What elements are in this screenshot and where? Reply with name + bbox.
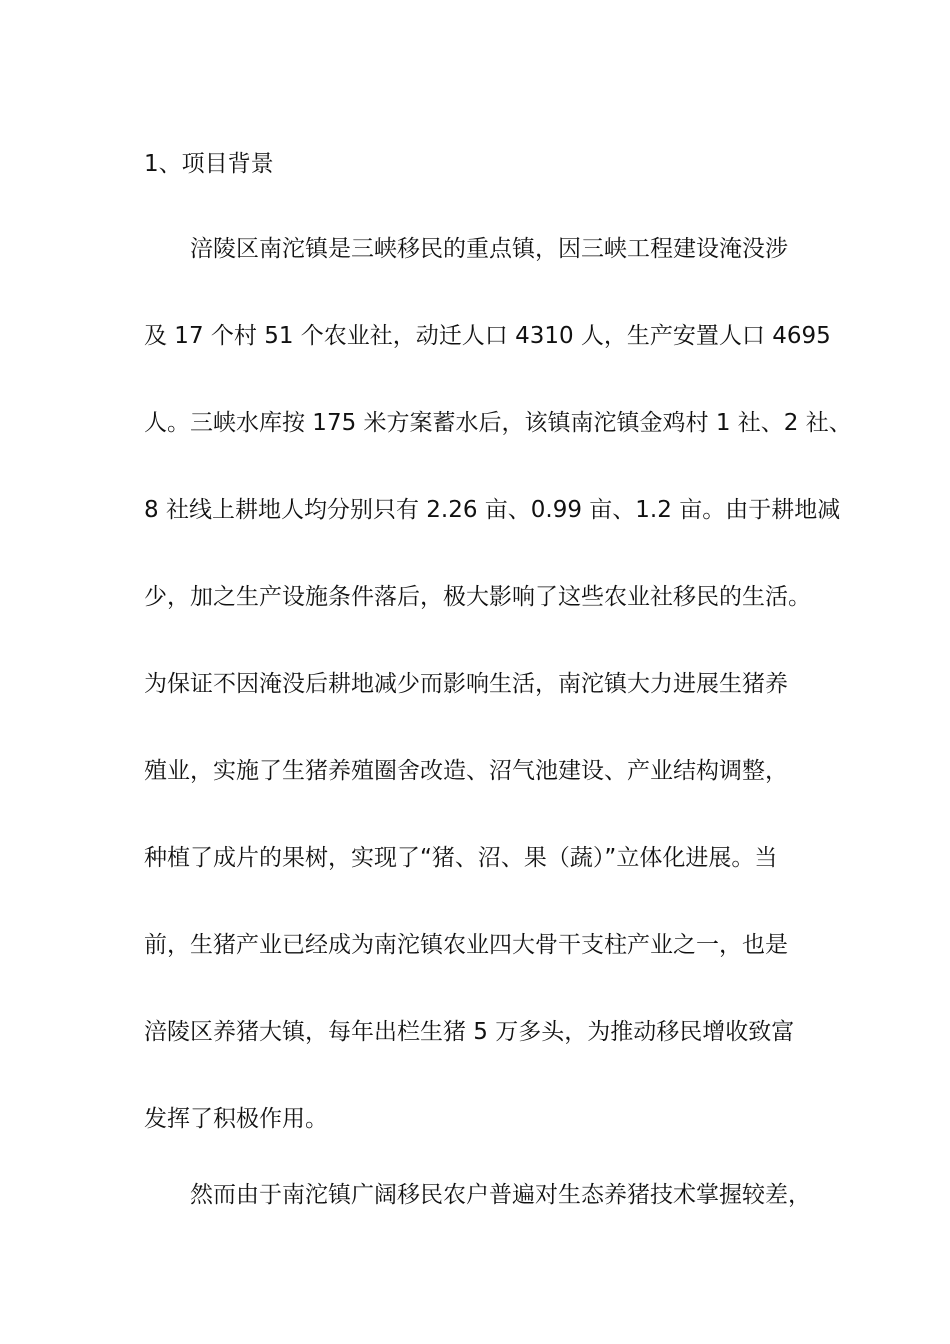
- paragraph-1-line-8: 种植了成片的果树，实现了“猪、沼、果（蔬）”立体化进展。当: [144, 845, 778, 871]
- paragraph-1-line-3: 人。三峡水库按 175 米方案蓄水后，该镇南沱镇金鸡村 1 社、2 社、: [144, 410, 852, 436]
- paragraph-1-line-11: 发挥了积极作用。: [144, 1106, 328, 1132]
- paragraph-1-line-4: 8 社线上耕地人均分别只有 2.26 亩、0.99 亩、1.2 亩。由于耕地减: [144, 497, 841, 523]
- paragraph-2-line-1: 然而由于南沱镇广阔移民农户普遍对生态养猪技术掌握较差，: [190, 1182, 811, 1208]
- paragraph-1-line-1: 涪陵区南沱镇是三峡移民的重点镇，因三峡工程建设淹没涉: [190, 236, 788, 262]
- paragraph-1-line-5: 少，加之生产设施条件落后，极大影响了这些农业社移民的生活。: [144, 584, 811, 610]
- section-heading: 1、项目背景: [144, 151, 274, 177]
- paragraph-1-line-7: 殖业，实施了生猪养殖圈舍改造、沼气池建设、产业结构调整，: [144, 758, 788, 784]
- paragraph-1-line-2: 及 17 个村 51 个农业社，动迁人口 4310 人，生产安置人口 4695: [144, 323, 831, 349]
- paragraph-1-line-6: 为保证不因淹没后耕地减少而影响生活，南沱镇大力进展生猪养: [144, 671, 788, 697]
- paragraph-1-line-9: 前，生猪产业已经成为南沱镇农业四大骨干支柱产业之一，也是: [144, 932, 788, 958]
- paragraph-1-line-10: 涪陵区养猪大镇，每年出栏生猪 5 万多头，为推动移民增收致富: [144, 1019, 795, 1045]
